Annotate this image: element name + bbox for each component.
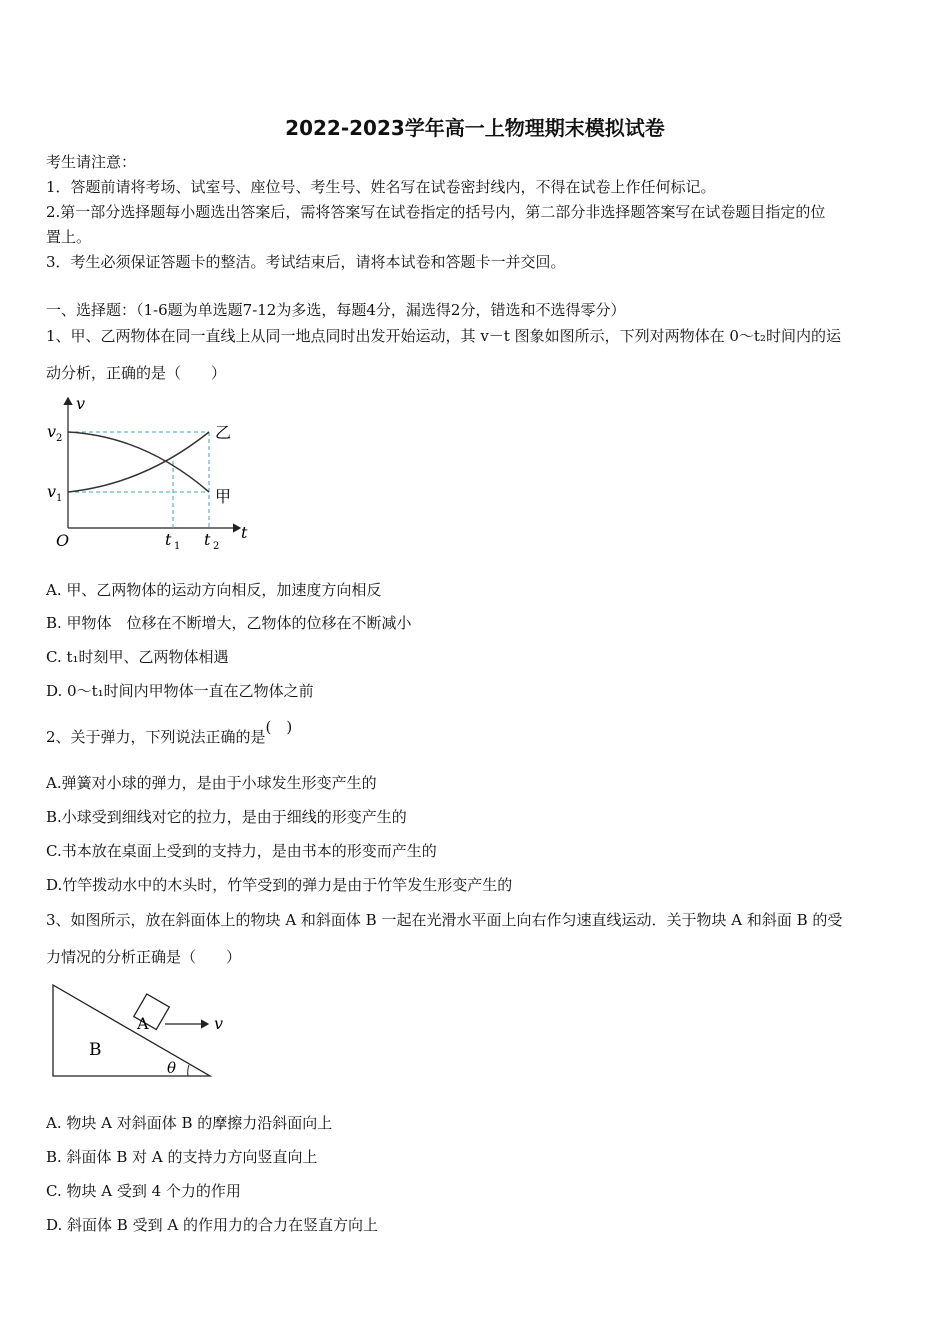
- curve-jia-label: 甲: [215, 487, 232, 506]
- v2-label-sub: 2: [56, 433, 63, 444]
- q1-vt-graph: [44, 392, 264, 552]
- q2-option-c: C.书本放在桌面上受到的支持力，是由书本的形变而产生的: [46, 842, 437, 860]
- q2-stem-text: 2、关于弹力，下列说法正确的是: [46, 728, 266, 746]
- v1-label-sub: 1: [56, 493, 63, 504]
- wedge-b-label: B: [89, 1040, 102, 1060]
- q1-option-d: D. 0～t₁时间内甲物体一直在乙物体之前: [46, 682, 314, 700]
- q1-option-c: C. t₁时刻甲、乙两物体相遇: [46, 648, 229, 666]
- q1-stem-line2: 动分析，正确的是（ ）: [46, 364, 227, 382]
- q3-incline-figure: [48, 980, 238, 1082]
- notice-item-3: 3．考生必须保证答题卡的整洁。考试结束后，请将本试卷和答题卡一并交回。: [46, 253, 566, 271]
- section-heading: 一、选择题：（1-6题为单选题7-12为多选，每题4分，漏选得2分，错选和不选得零分）: [46, 301, 626, 319]
- curve-yi: [68, 432, 209, 492]
- v2-label: v: [47, 422, 57, 441]
- origin-label: O: [56, 531, 70, 550]
- notice-heading: 考生请注意：: [46, 153, 137, 171]
- q2-option-b: B.小球受到细线对它的拉力，是由于细线的形变产生的: [46, 808, 407, 826]
- q3-stem-line2: 力情况的分析正确是（ ）: [46, 948, 242, 966]
- v1-label: v: [47, 482, 57, 501]
- page-title: 2022-2023学年高一上物理期末模拟试卷: [285, 116, 665, 140]
- q1-stem-line1: 1、甲、乙两物体在同一直线上从同一地点同时出发开始运动，其 v－t 图象如图所示，下列对两物体在 0～t₂时间内的运: [46, 327, 841, 345]
- t1-label-sub: 1: [174, 541, 181, 552]
- t2-label: t: [204, 530, 211, 549]
- q2-option-a: A.弹簧对小球的弹力，是由于小球发生形变产生的: [46, 774, 377, 792]
- t-axis-label: t: [241, 523, 248, 542]
- block-a-label: A: [137, 1014, 149, 1033]
- velocity-label: v: [214, 1014, 224, 1033]
- q3-option-d: D. 斜面体 B 受到 A 的作用力的合力在竖直方向上: [46, 1216, 378, 1234]
- q3-option-b: B. 斜面体 B 对 A 的支持力方向竖直向上: [46, 1148, 318, 1166]
- q1-option-b: B. 甲物体 位移在不断增大，乙物体的位移在不断减小: [46, 614, 412, 632]
- notice-item-1: 1．答题前请将考场、试室号、座位号、考生号、姓名写在试卷密封线内，不得在试卷上作任何标记。: [46, 178, 716, 196]
- q1-option-a: A. 甲、乙两物体的运动方向相反，加速度方向相反: [46, 581, 382, 599]
- curve-jia: [68, 432, 209, 492]
- q3-stem-line1: 3、如图所示，放在斜面体上的物块 A 和斜面体 B 一起在光滑水平面上向右作匀速直线运动．关于物块 A 和斜面 B 的受: [46, 911, 843, 929]
- t1-label: t: [165, 530, 172, 549]
- curve-yi-label: 乙: [215, 423, 232, 442]
- q3-option-a: A. 物块 A 对斜面体 B 的摩擦力沿斜面向上: [46, 1114, 333, 1132]
- q2-paren: ( ): [265, 718, 293, 736]
- wedge-b: [53, 985, 210, 1076]
- t2-label-sub: 2: [213, 541, 220, 552]
- q2-option-d: D.竹竿拨动水中的木头时，竹竿受到的弹力是由于竹竿发生形变产生的: [46, 876, 513, 894]
- q3-option-c: C. 物块 A 受到 4 个力的作用: [46, 1182, 241, 1200]
- q2-stem: [46, 718, 293, 747]
- notice-item-2: 2.第一部分选择题每小题选出答案后，需将答案写在试卷指定的括号内，第二部分非选择题答案写在试卷题目指定的位: [46, 203, 826, 221]
- angle-label: θ: [167, 1059, 177, 1077]
- notice-item-2-cont: 置上。: [46, 228, 92, 246]
- v-axis-label: v: [76, 394, 86, 413]
- angle-arc: [188, 1065, 189, 1076]
